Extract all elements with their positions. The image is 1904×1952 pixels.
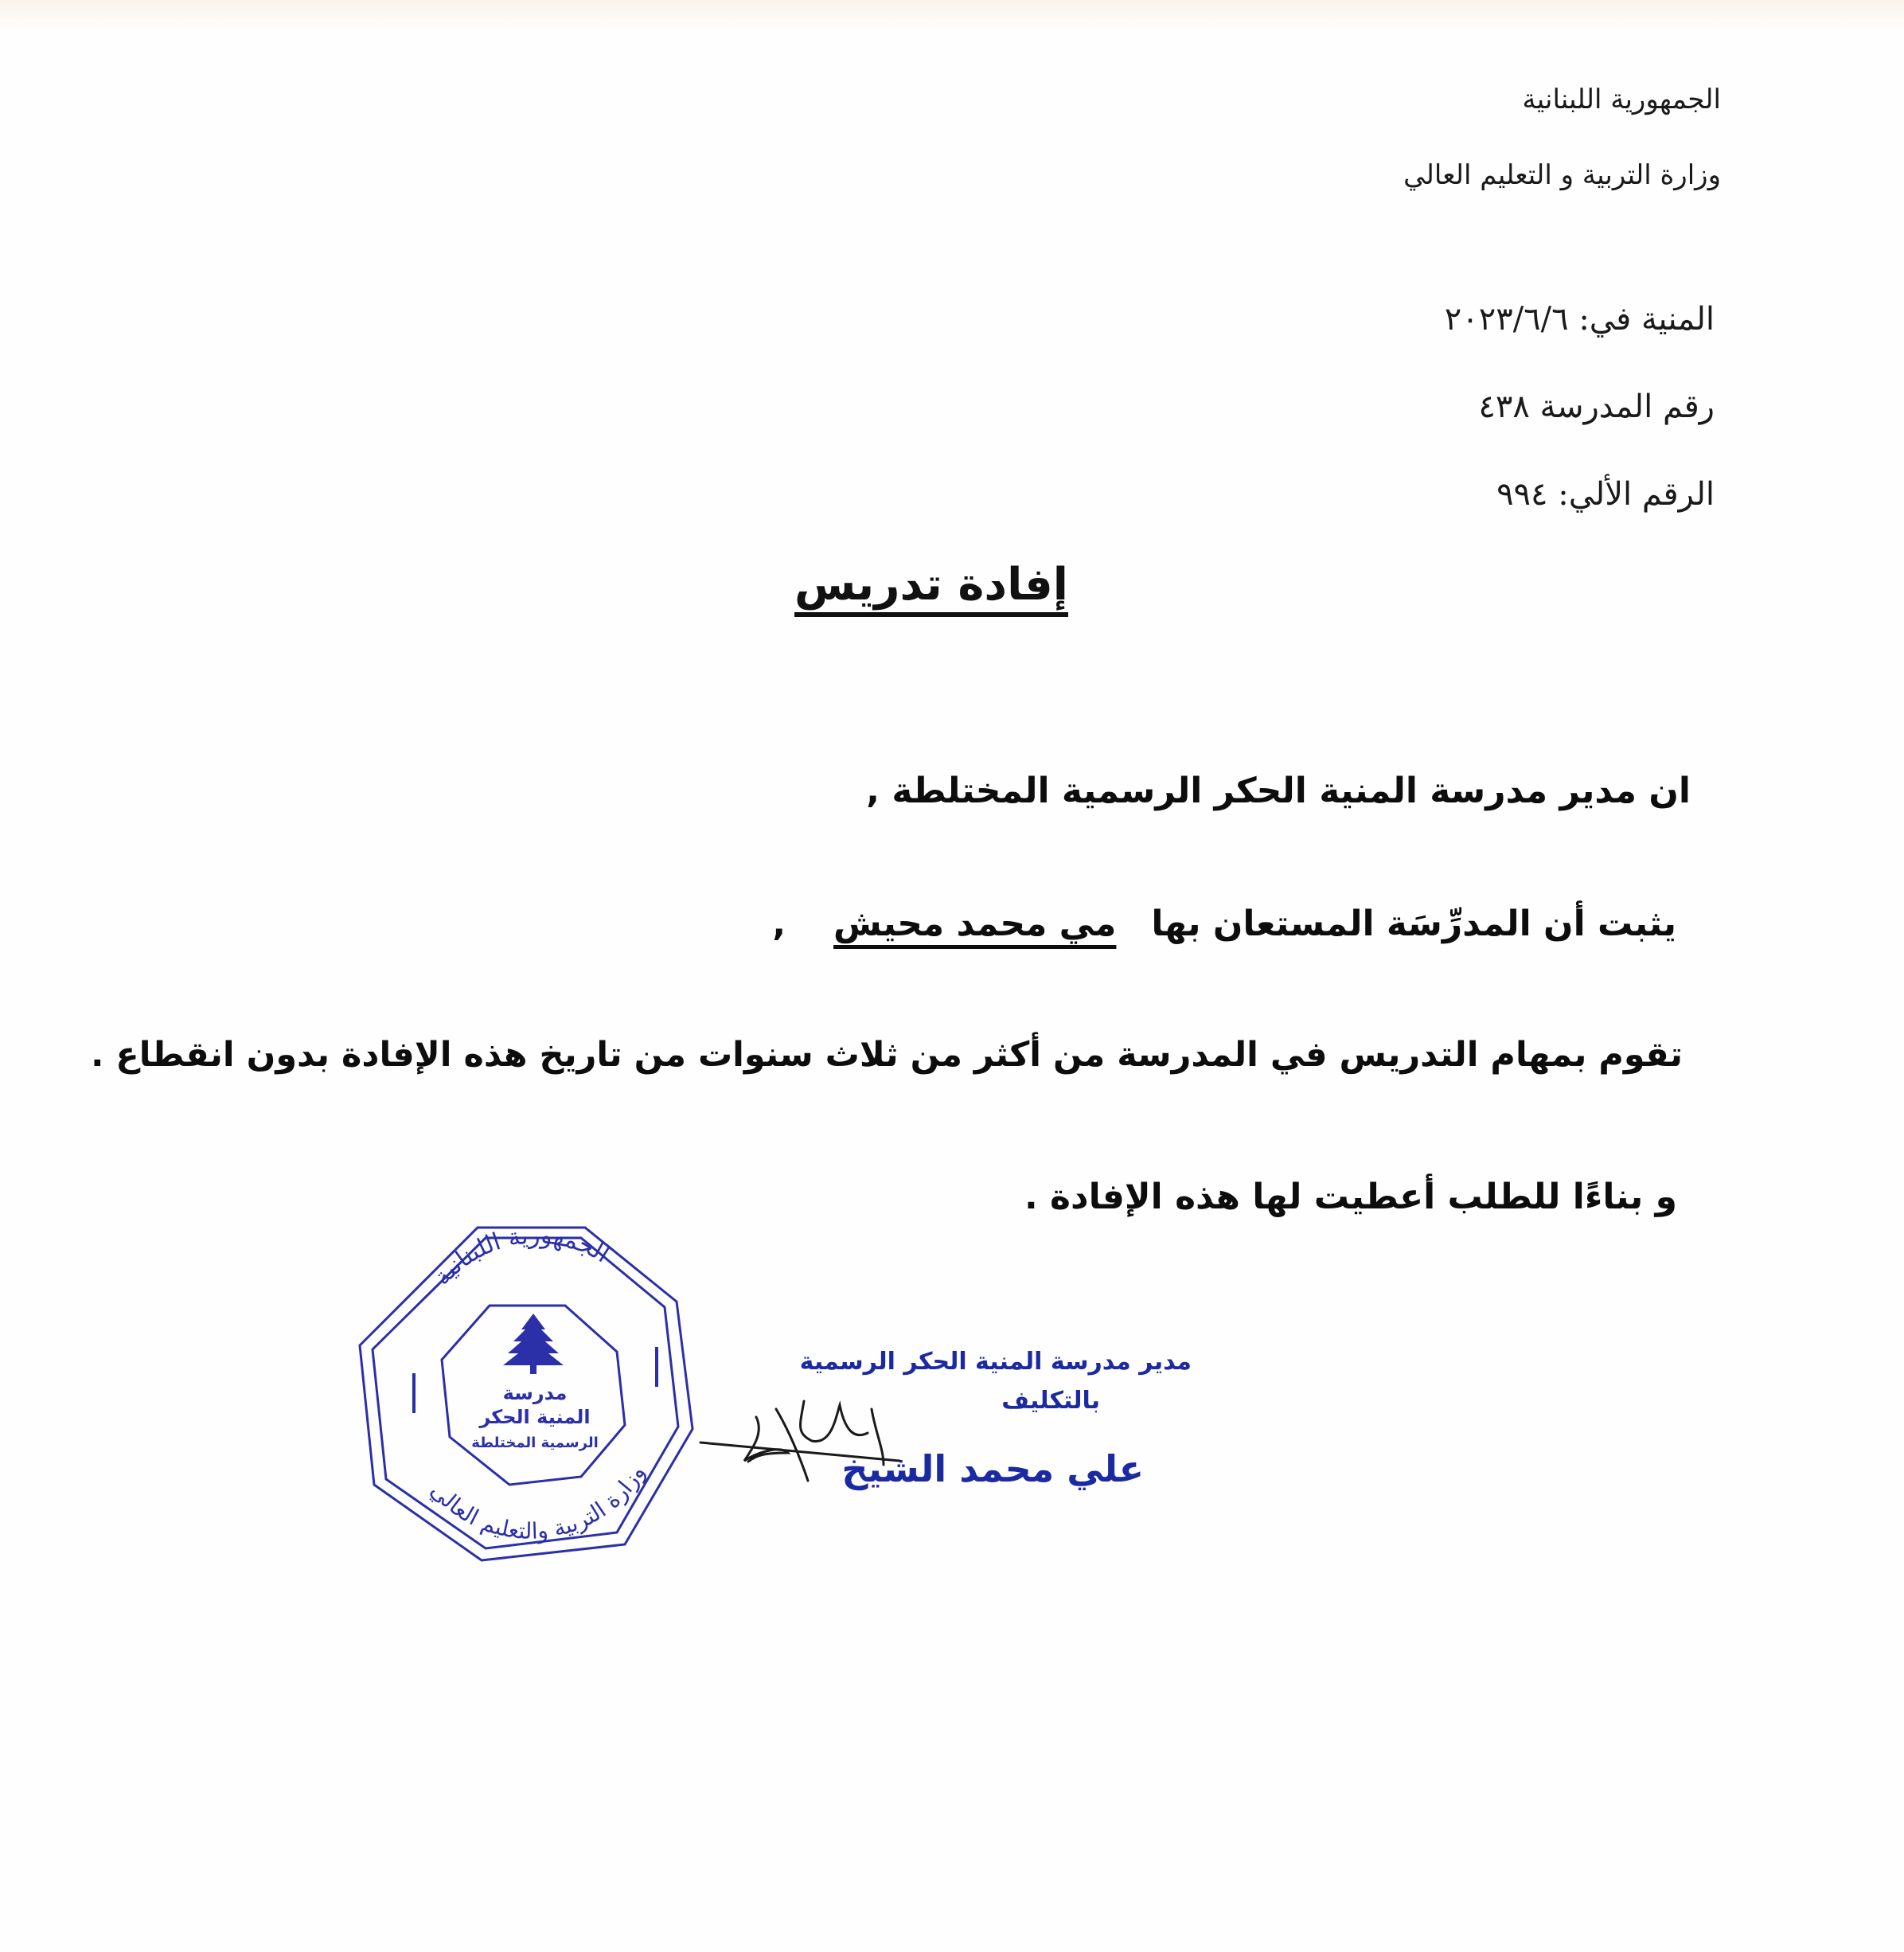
- scan-edge: [0, 0, 1904, 32]
- cedar-tree-icon: [503, 1314, 564, 1374]
- body-line-2-prefix: يثبت أن المدرِّسَة المستعان بها: [1151, 904, 1676, 944]
- auto-number-line: الرقم الألي: ٩٩٤: [1496, 476, 1715, 513]
- school-number-line: رقم المدرسة ٤٣٨: [1478, 388, 1715, 425]
- date-line: المنية في: ٢٠٢٣/٦/٦: [1444, 301, 1715, 338]
- signature-title-line-2: بالتكليف: [1001, 1387, 1100, 1415]
- body-line-1: ان مدير مدرسة المنية الحكر الرسمية المختلطة ,: [866, 771, 1691, 811]
- stamp-outer-bottom: وزارة التربية والتعليم العالي: [425, 1460, 650, 1544]
- teacher-name: مي محمد محيش: [833, 904, 1117, 944]
- body-line-2: [772, 904, 1676, 944]
- document-title: إفادة تدريس: [794, 559, 1068, 611]
- body-line-2-comma: ,: [772, 904, 786, 944]
- header-republic: الجمهورية اللبنانية: [1522, 84, 1721, 115]
- stamp-outer-top: الجمهورية اللبنانية: [428, 1221, 615, 1291]
- signatory-name: علي محمد الشيخ: [841, 1447, 1144, 1490]
- stamp-inner-line-1: مدرسة: [502, 1382, 568, 1404]
- body-line-4: و بناءًا للطلب أعطيت لها هذه الإفادة .: [1024, 1177, 1677, 1217]
- signature-title-line-1: مدير مدرسة المنية الحكر الرسمية: [799, 1348, 1192, 1376]
- school-stamp: [350, 1210, 716, 1576]
- stamp-inner-line-2: المنية الحكر: [479, 1406, 591, 1428]
- stamp-inner-line-3: الرسمية المختلطة: [471, 1435, 599, 1451]
- body-line-3: تقوم بمهام التدريس في المدرسة من أكثر من ثلاث سنوات من تاريخ هذه الإفادة بدون انقطاع .: [91, 1035, 1683, 1075]
- handwritten-signature: [700, 1385, 987, 1505]
- header-ministry: وزارة التربية و التعليم العالي: [1403, 159, 1721, 191]
- svg-text:الجمهورية اللبنانية: [428, 1221, 614, 1290]
